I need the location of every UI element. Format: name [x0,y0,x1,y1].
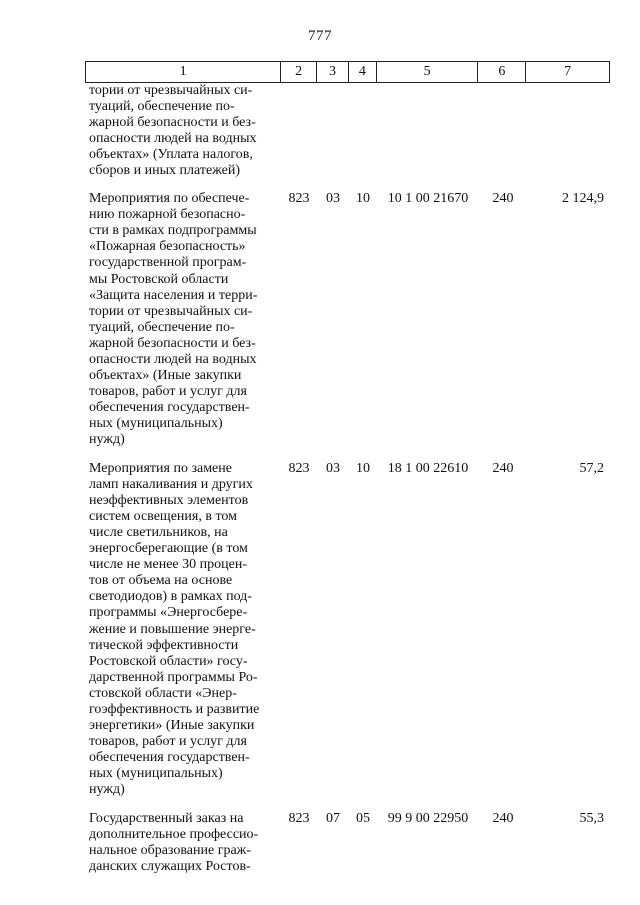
header-col-1: 1 [86,62,281,82]
row-target-article [377,83,479,179]
row-target-article: 10 1 00 21670 [387,191,469,207]
page-number: 777 [308,28,332,44]
row-description: Мероприятия по замене ламп накаливания и других неэффективных элементов систем освещения, в том числе светильников, на энергосберегающие (в том числе не менее 30 процен- тов от объема на основе светодиодов) в рамках под- программы «Энергосбере- жение и повышение энерге- тической эффективности Ростовской области» госу- дарственной программы Ро- стовской области «Энер- гоэффективность и развитие энергетики» (Иные закупки товаров, работ и услуг для обеспечения государствен- ных (муниципальных) нужд) [89,461,260,797]
table-row [85,811,610,875]
row-target-article: 99 9 00 22950 [387,811,469,827]
row-subsection: 10 [356,191,370,207]
header-col-5: 5 [377,62,479,82]
row-section: 07 [326,811,340,827]
header-col-6: 6 [478,62,526,82]
table-row [85,191,610,448]
header-col-2: 2 [281,62,317,82]
row-grbs: 823 [288,191,310,207]
table-header [85,61,610,83]
row-expense-type: 240 [492,811,514,827]
row-section: 03 [326,191,340,207]
row-amount [527,83,610,179]
row-amount: 57,2 [579,461,604,477]
row-subsection: 10 [356,461,370,477]
row-description: Мероприятия по обеспече- нию пожарной безопасно- сти в рамках подпрограммы «Пожарная безопасность» государственной програм- мы Ростовской области «Защита населения и терри- тории от чрезвычайных си- туаций, обеспечение по- жарной безопасности и без- опасности людей на водных объектах» (Иные закупки товаров, работ и услуг для обеспечения государствен- ных (муниципальных) нужд) [89,191,258,447]
header-col-3: 3 [317,62,349,82]
header-col-4: 4 [349,62,377,82]
row-grbs [281,83,317,179]
row-expense-type: 240 [492,461,514,477]
table-row [85,83,610,179]
row-description: тории от чрезвычайных си- туаций, обеспечение по- жарной безопасности и без- опасности людей на водных объектах» (Уплата налогов, сборов и иных платежей) [89,83,257,179]
header-col-7: 7 [564,64,572,79]
row-expense-type: 240 [492,191,514,207]
row-amount: 55,3 [579,811,604,827]
row-subsection [349,83,377,179]
table-body [85,83,610,888]
row-expense-type [479,83,527,179]
row-description: Государственный заказ на дополнительное профессио- нальное образование граж- данских служащих Ростов- [89,811,259,875]
row-section [317,83,349,179]
row-subsection: 05 [356,811,370,827]
table-row [85,461,610,798]
row-grbs: 823 [288,811,310,827]
row-section: 03 [326,461,340,477]
row-amount: 2 124,9 [562,191,604,207]
row-target-article: 18 1 00 22610 [387,461,469,477]
row-grbs: 823 [288,461,310,477]
